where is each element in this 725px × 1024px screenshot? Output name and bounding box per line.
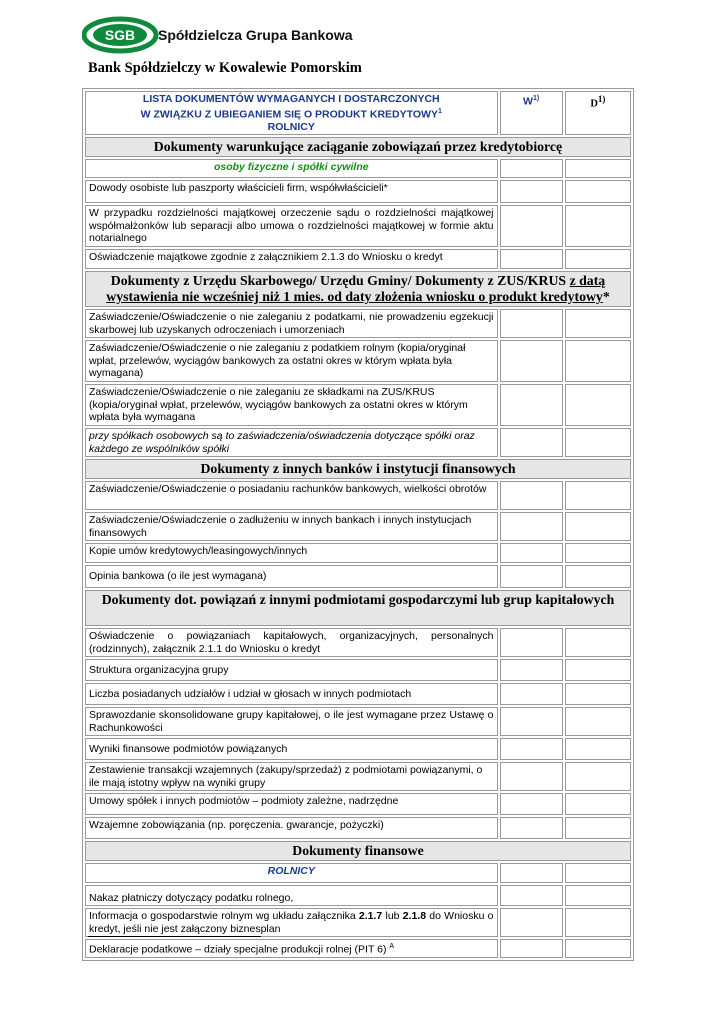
d-checkbox[interactable]: [565, 793, 631, 815]
logo-text: SGB: [104, 27, 136, 43]
table-row: Nakaz płatniczy dotyczący podatku rolnego,: [85, 885, 631, 906]
d-checkbox[interactable]: [565, 908, 631, 937]
table-row: Oświadczenie o powiązaniach kapitałowych, organizacyjnych, personalnych (rodzinnych), załącznik 2.1.1 do Wniosku o kredyt: [85, 628, 631, 657]
w-checkbox[interactable]: [500, 628, 563, 657]
w-checkbox[interactable]: [500, 309, 563, 338]
w-checkbox[interactable]: [500, 683, 563, 705]
table-row: Liczba posiadanych udziałów i udział w głosach w innych podmiotach: [85, 683, 631, 705]
d-checkbox[interactable]: [565, 565, 631, 588]
w-checkbox[interactable]: [500, 565, 563, 588]
table-row: Sprawozdanie skonsolidowane grupy kapitałowej, o ile jest wymagane przez Ustawę o Rachunkowości: [85, 707, 631, 736]
d-checkbox[interactable]: [565, 707, 631, 736]
w-checkbox[interactable]: [500, 384, 563, 426]
table-row: Opinia bankowa (o ile jest wymagana): [85, 565, 631, 588]
d-checkbox[interactable]: [565, 885, 631, 906]
table-row: Kopie umów kredytowych/leasingowych/innych: [85, 543, 631, 563]
d-checkbox[interactable]: [565, 543, 631, 563]
w-checkbox[interactable]: [500, 863, 563, 883]
table-title: LISTA DOKUMENTÓW WYMAGANYCH I DOSTARCZONYCH W ZWIĄZKU Z UBIEGANIEM SIĘ O PRODUKT KREDYTOWY$^1$ ROLNICY: [85, 91, 498, 135]
w-checkbox[interactable]: [500, 249, 563, 269]
w-checkbox[interactable]: [500, 543, 563, 563]
table-row: [85, 939, 631, 958]
w-checkbox[interactable]: [500, 908, 563, 937]
d-checkbox[interactable]: [565, 309, 631, 338]
w-checkbox[interactable]: [500, 885, 563, 906]
w-checkbox[interactable]: [500, 738, 563, 760]
d-checkbox[interactable]: [565, 205, 631, 247]
d-checkbox[interactable]: [565, 939, 631, 958]
table-row: Zestawienie transakcji wzajemnych (zakupy/sprzedaż) z podmiotami powiązanymi, o ile mają istotny wpływ na wyniki grupy: [85, 762, 631, 791]
d-checkbox[interactable]: [565, 659, 631, 681]
d-checkbox[interactable]: [565, 384, 631, 426]
column-w-header: $W^{1)}$: [500, 91, 563, 135]
pit-row-text: Deklaracje podatkowe – działy specjalne produkcji rolnej (PIT 6) $^A$: [85, 939, 498, 958]
table-row: Zaświadczenie/Oświadczenie o nie zaleganiu ze składkami na ZUS/KRUS (kopia/oryginał wpłat, przelewów, wyciągów bankowych za ostatni okres w którym wpłata była wymagana: [85, 384, 631, 426]
table-row: Dowody osobiste lub paszporty właścicieli firm, współwłaścicieli*: [85, 180, 631, 203]
table-row: Zaświadczenie/Oświadczenie o posiadaniu rachunków bankowych, wielkości obrotów: [85, 481, 631, 510]
table-row: Struktura organizacyjna grupy: [85, 659, 631, 681]
w-checkbox[interactable]: [500, 205, 563, 247]
d-checkbox[interactable]: [565, 180, 631, 203]
table-row: Zaświadczenie/Oświadczenie o zadłużeniu w innych bankach i innych instytucjach finansowych: [85, 512, 631, 541]
section-header: Dokumenty z innych banków i instytucji finansowych: [85, 459, 631, 479]
d-checkbox[interactable]: [565, 817, 631, 839]
w-checkbox[interactable]: [500, 428, 563, 457]
d-checkbox[interactable]: [565, 428, 631, 457]
section-header: Dokumenty z Urzędu Skarbowego/ Urzędu Gminy/ Dokumenty z ZUS/KRUS z datą wystawienia nie wcześniej niż 1 mies. od daty złożenia wniosku o produkt kredytowy*: [85, 271, 631, 307]
column-d-header: $D^{1)}$: [565, 91, 631, 135]
table-row: [85, 908, 631, 937]
w-checkbox[interactable]: [500, 762, 563, 791]
table-row: Wyniki finansowe podmiotów powiązanych: [85, 738, 631, 760]
w-checkbox[interactable]: [500, 707, 563, 736]
w-checkbox[interactable]: [500, 481, 563, 510]
footnote-separator: [88, 936, 261, 937]
w-checkbox[interactable]: [500, 512, 563, 541]
brand-name: Spółdzielcza Grupa Bankowa: [158, 27, 353, 43]
subheading-row: osoby fizyczne i spółki cywilne: [85, 159, 631, 178]
d-checkbox[interactable]: [565, 249, 631, 269]
bank-name: Bank Spółdzielczy w Kowalewie Pomorskim: [88, 60, 362, 76]
d-checkbox[interactable]: [565, 340, 631, 382]
section-header: Dokumenty warunkujące zaciąganie zobowiązań przez kredytobiorcę: [85, 137, 631, 157]
w-checkbox[interactable]: [500, 793, 563, 815]
table-row: Umowy spółek i innych podmiotów – podmioty zależne, nadrzędne: [85, 793, 631, 815]
w-checkbox[interactable]: [500, 817, 563, 839]
d-checkbox[interactable]: [565, 762, 631, 791]
table-row: Zaświadczenie/Oświadczenie o nie zaleganiu z podatkami, nie prowadzeniu egzekucji skarbowej lub uzyskanych odroczeniach i umorzeniach: [85, 309, 631, 338]
w-checkbox[interactable]: [500, 340, 563, 382]
w-checkbox[interactable]: [500, 159, 563, 178]
document-checklist-table: [82, 88, 634, 961]
d-checkbox[interactable]: [565, 863, 631, 883]
section-header: Dokumenty finansowe: [85, 841, 631, 861]
w-checkbox[interactable]: [500, 180, 563, 203]
note-row: przy spółkach osobowych są to zaświadczenia/oświadczenia dotyczące spółki oraz każdego ze wspólników spółki: [85, 428, 631, 457]
d-checkbox[interactable]: [565, 481, 631, 510]
d-checkbox[interactable]: [565, 512, 631, 541]
w-checkbox[interactable]: [500, 659, 563, 681]
table-row: W przypadku rozdzielności majątkowej orzeczenie sądu o rozdzielności majątkowej współmałżonków lub separacji albo umowa o rozdzielności majątkowej w formie aktu notarialnego: [85, 205, 631, 247]
w-checkbox[interactable]: [500, 939, 563, 958]
subheading-row: ROLNICY: [85, 863, 631, 883]
d-checkbox[interactable]: [565, 683, 631, 705]
table-row: Oświadczenie majątkowe zgodnie z załącznikiem 2.1.3 do Wniosku o kredyt: [85, 249, 631, 269]
farm-info-row-text: Informacja o gospodarstwie rolnym wg układu załącznika 2.1.7 lub 2.1.8 do Wniosku o kredyt, jeśli nie jest załączony biznesplan: [85, 908, 498, 937]
d-checkbox[interactable]: [565, 159, 631, 178]
d-checkbox[interactable]: [565, 628, 631, 657]
section-header: Dokumenty dot. powiązań z innymi podmiotami gospodarczymi lub grup kapitałowych: [85, 590, 631, 626]
table-row: Wzajemne zobowiązania (np. poręczenia. gwarancje, pożyczki): [85, 817, 631, 839]
table-header-row: [85, 91, 631, 135]
d-checkbox[interactable]: [565, 738, 631, 760]
table-row: Zaświadczenie/Oświadczenie o nie zaleganiu z podatkiem rolnym (kopia/oryginał wpłat, przelewów, wyciągów bankowych za ostatni okres w którym wpłata była wymagana): [85, 340, 631, 382]
